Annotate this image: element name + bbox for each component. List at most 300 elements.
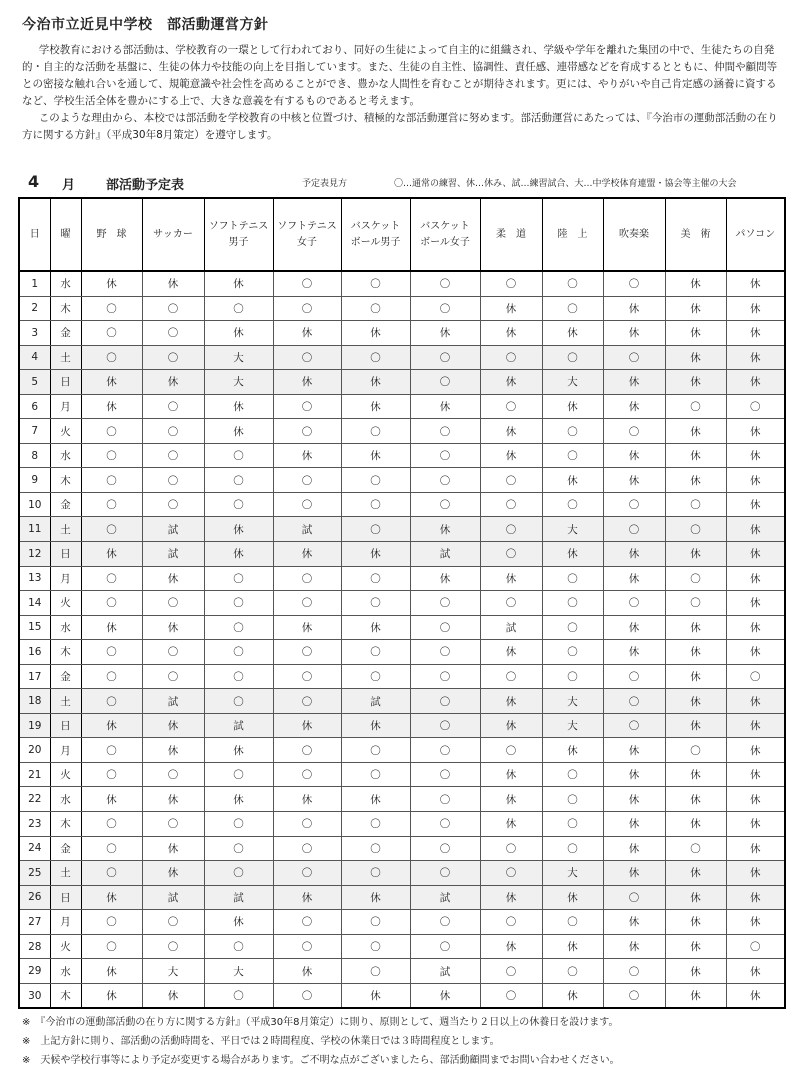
activity-cell: 休 — [726, 321, 785, 346]
activity-cell: 休 — [726, 443, 785, 468]
weekday-cell: 金 — [50, 664, 81, 689]
activity-cell: 試 — [142, 689, 204, 714]
activity-cell: 休 — [726, 296, 785, 321]
activity-cell: 休 — [726, 738, 785, 763]
activity-cell: 休 — [204, 738, 273, 763]
activity-cell: 〇 — [142, 321, 204, 346]
day-cell: 30 — [19, 983, 50, 1008]
column-header: 陸 上 — [542, 198, 603, 271]
weekday-cell: 火 — [50, 934, 81, 959]
activity-cell: 〇 — [542, 910, 603, 935]
activity-cell: 休 — [665, 861, 726, 886]
column-header: 野 球 — [81, 198, 142, 271]
activity-cell: 休 — [726, 345, 785, 370]
table-row — [19, 885, 785, 910]
activity-cell: 〇 — [542, 615, 603, 640]
activity-cell: 休 — [341, 370, 410, 395]
activity-cell: 〇 — [142, 934, 204, 959]
activity-cell: 休 — [665, 542, 726, 567]
legend: 〇…通常の練習、休…休み、試…練習試合、大…中学校体育連盟・協会等主催の大会 — [394, 179, 737, 189]
activity-cell: 休 — [603, 738, 665, 763]
activity-cell: 休 — [726, 812, 785, 837]
activity-cell: 〇 — [726, 934, 785, 959]
activity-cell: 〇 — [204, 861, 273, 886]
intro-paragraph-2: このような理由から、本校では部活動を学校教育の中核と位置づけ、積極的な部活動運営に努めます。部活動運営にあたっては、『今治市の運動部活動の在り方に関する方針』（平成30年8月策定）を遵守します。 — [22, 112, 778, 141]
weekday-cell: 月 — [50, 394, 81, 419]
activity-cell: 休 — [665, 910, 726, 935]
activity-cell: 〇 — [726, 664, 785, 689]
activity-cell: 〇 — [603, 492, 665, 517]
table-header-row — [19, 198, 785, 271]
activity-cell: 休 — [204, 394, 273, 419]
weekday-cell: 木 — [50, 468, 81, 493]
activity-cell: 休 — [410, 394, 480, 419]
activity-cell: 〇 — [480, 517, 542, 542]
activity-cell: 休 — [665, 345, 726, 370]
activity-cell: 〇 — [204, 640, 273, 665]
activity-cell: 休 — [603, 836, 665, 861]
activity-cell: 休 — [341, 713, 410, 738]
activity-cell: 〇 — [603, 591, 665, 616]
activity-cell: 休 — [665, 615, 726, 640]
activity-cell: 休 — [603, 370, 665, 395]
weekday-cell: 火 — [50, 419, 81, 444]
day-cell: 8 — [19, 443, 50, 468]
activity-cell: 休 — [81, 370, 142, 395]
column-header: 吹奏楽 — [603, 198, 665, 271]
activity-cell: 〇 — [410, 689, 480, 714]
activity-cell: 休 — [142, 271, 204, 296]
activity-cell: 〇 — [480, 664, 542, 689]
notes — [22, 1013, 792, 1070]
column-header: パソコン — [726, 198, 785, 271]
activity-cell: 休 — [726, 542, 785, 567]
activity-cell: 休 — [204, 787, 273, 812]
activity-cell: 大 — [542, 370, 603, 395]
activity-cell: 休 — [273, 885, 341, 910]
activity-cell: 休 — [603, 762, 665, 787]
activity-cell: 〇 — [410, 271, 480, 296]
activity-cell: 〇 — [603, 959, 665, 984]
activity-cell: 〇 — [81, 836, 142, 861]
activity-cell: 休 — [142, 861, 204, 886]
weekday-cell: 月 — [50, 910, 81, 935]
activity-cell: 休 — [480, 296, 542, 321]
day-cell: 13 — [19, 566, 50, 591]
activity-cell: 試 — [410, 885, 480, 910]
activity-cell: 〇 — [341, 296, 410, 321]
table-row — [19, 468, 785, 493]
activity-cell: 〇 — [273, 640, 341, 665]
activity-cell: 休 — [542, 885, 603, 910]
activity-cell: 休 — [665, 640, 726, 665]
activity-cell: 〇 — [480, 983, 542, 1008]
activity-cell: 休 — [480, 689, 542, 714]
activity-cell: 〇 — [142, 812, 204, 837]
activity-cell: 休 — [665, 321, 726, 346]
intro-paragraph-1: 学校教育における部活動は、学校教育の一環として行われており、同好の生徒によって自主的に組織され、学級や学年を離れた集団の中で、生徒たちの自発的・自主的な活動を基盤に、生徒の体力や技能の向上を目指しています。また、生徒の自主性、協調性、責任感、連帯感などを育成するとともに、仲間や顧問等との密接な触れ合いを通して、規範意識や社会性を高めることができ、豊かな人間性を育むことが期待されます。更には、やりがいや自己肯定感の涵養に資するなど、学校生活全体を豊かにする上で、大きな意義を有するものであると考えます。 — [22, 44, 778, 107]
activity-cell: 試 — [273, 517, 341, 542]
weekday-cell: 木 — [50, 640, 81, 665]
activity-cell: 大 — [204, 370, 273, 395]
activity-cell: 大 — [542, 713, 603, 738]
activity-cell: 休 — [603, 910, 665, 935]
activity-cell: 休 — [410, 321, 480, 346]
weekday-cell: 金 — [50, 321, 81, 346]
weekday-cell: 水 — [50, 443, 81, 468]
activity-cell: 休 — [726, 983, 785, 1008]
activity-cell: 〇 — [410, 934, 480, 959]
weekday-cell: 木 — [50, 812, 81, 837]
activity-cell: 休 — [665, 468, 726, 493]
activity-cell: 〇 — [142, 640, 204, 665]
activity-cell: 〇 — [204, 591, 273, 616]
activity-cell: 休 — [204, 910, 273, 935]
activity-cell: 休 — [603, 468, 665, 493]
activity-cell: 休 — [341, 983, 410, 1008]
activity-cell: 〇 — [665, 492, 726, 517]
table-row — [19, 370, 785, 395]
weekday-cell: 日 — [50, 713, 81, 738]
activity-cell: 休 — [726, 517, 785, 542]
activity-cell: 休 — [603, 640, 665, 665]
activity-cell: 休 — [81, 271, 142, 296]
activity-cell: 休 — [726, 271, 785, 296]
activity-cell: 休 — [665, 959, 726, 984]
activity-cell: 休 — [273, 959, 341, 984]
weekday-cell: 月 — [50, 738, 81, 763]
column-header: 柔 道 — [480, 198, 542, 271]
activity-cell: 〇 — [410, 345, 480, 370]
activity-cell: 休 — [603, 566, 665, 591]
activity-cell: 休 — [273, 787, 341, 812]
activity-cell: 〇 — [665, 738, 726, 763]
activity-cell: 休 — [81, 615, 142, 640]
activity-cell: 〇 — [142, 419, 204, 444]
day-cell: 25 — [19, 861, 50, 886]
activity-cell: 休 — [665, 983, 726, 1008]
activity-cell: 休 — [726, 370, 785, 395]
activity-cell: 〇 — [665, 394, 726, 419]
table-row — [19, 517, 785, 542]
activity-cell: 〇 — [204, 615, 273, 640]
legend-title: 予定表見方 — [302, 179, 348, 189]
activity-cell: 〇 — [341, 492, 410, 517]
activity-cell: 〇 — [341, 812, 410, 837]
weekday-cell: 水 — [50, 959, 81, 984]
activity-cell: 〇 — [273, 934, 341, 959]
activity-cell: 休 — [542, 738, 603, 763]
table-row — [19, 321, 785, 346]
table-row — [19, 345, 785, 370]
activity-cell: 〇 — [726, 394, 785, 419]
activity-cell: 〇 — [341, 910, 410, 935]
activity-cell: 〇 — [273, 394, 341, 419]
activity-cell: 休 — [726, 762, 785, 787]
day-cell: 5 — [19, 370, 50, 395]
activity-cell: 休 — [204, 271, 273, 296]
activity-cell: 〇 — [142, 664, 204, 689]
table-row — [19, 443, 785, 468]
activity-cell: 〇 — [410, 664, 480, 689]
activity-cell: 〇 — [142, 443, 204, 468]
activity-cell: 休 — [665, 713, 726, 738]
activity-cell: 〇 — [542, 591, 603, 616]
activity-cell: 〇 — [341, 640, 410, 665]
day-cell: 1 — [19, 271, 50, 296]
activity-cell: 〇 — [480, 591, 542, 616]
table-row — [19, 492, 785, 517]
activity-cell: 〇 — [142, 762, 204, 787]
activity-cell: 〇 — [273, 812, 341, 837]
activity-cell: 〇 — [273, 345, 341, 370]
activity-cell: 休 — [665, 885, 726, 910]
activity-cell: 休 — [603, 296, 665, 321]
activity-cell: 〇 — [542, 271, 603, 296]
activity-cell: 休 — [273, 443, 341, 468]
activity-cell: 試 — [410, 542, 480, 567]
activity-cell: 休 — [204, 517, 273, 542]
activity-cell: 休 — [542, 321, 603, 346]
activity-cell: 大 — [542, 689, 603, 714]
activity-cell: 〇 — [81, 934, 142, 959]
activity-cell: 〇 — [81, 689, 142, 714]
table-row — [19, 812, 785, 837]
activity-cell: 〇 — [204, 836, 273, 861]
activity-cell: 試 — [142, 542, 204, 567]
activity-cell: 〇 — [410, 443, 480, 468]
table-row — [19, 787, 785, 812]
activity-cell: 〇 — [410, 492, 480, 517]
table-row — [19, 640, 785, 665]
activity-cell: 休 — [341, 321, 410, 346]
activity-cell: 休 — [603, 787, 665, 812]
activity-cell: 〇 — [542, 959, 603, 984]
table-row — [19, 910, 785, 935]
day-cell: 14 — [19, 591, 50, 616]
activity-cell: 〇 — [204, 492, 273, 517]
activity-cell: 休 — [542, 468, 603, 493]
weekday-cell: 木 — [50, 983, 81, 1008]
activity-cell: 〇 — [273, 861, 341, 886]
activity-cell: 休 — [665, 762, 726, 787]
activity-cell: 〇 — [204, 983, 273, 1008]
activity-cell: 〇 — [273, 983, 341, 1008]
activity-cell: 〇 — [410, 738, 480, 763]
activity-cell: 〇 — [204, 566, 273, 591]
activity-cell: 休 — [273, 713, 341, 738]
activity-cell: 休 — [726, 910, 785, 935]
day-cell: 22 — [19, 787, 50, 812]
activity-cell: 〇 — [480, 861, 542, 886]
activity-cell: 休 — [480, 321, 542, 346]
day-cell: 4 — [19, 345, 50, 370]
activity-cell: 〇 — [480, 492, 542, 517]
activity-cell: 休 — [603, 615, 665, 640]
activity-cell: 休 — [273, 370, 341, 395]
activity-cell: 〇 — [273, 910, 341, 935]
activity-cell: 〇 — [81, 566, 142, 591]
weekday-cell: 土 — [50, 517, 81, 542]
activity-cell: 〇 — [81, 492, 142, 517]
schedule-heading: 部活動予定表 — [106, 178, 185, 193]
activity-cell: 〇 — [542, 640, 603, 665]
activity-cell: 休 — [726, 419, 785, 444]
day-cell: 2 — [19, 296, 50, 321]
column-header: バスケット ボール男子 — [341, 198, 410, 271]
activity-cell: 〇 — [81, 762, 142, 787]
activity-cell: 休 — [480, 885, 542, 910]
activity-cell: 休 — [480, 762, 542, 787]
activity-cell: 休 — [142, 713, 204, 738]
activity-cell: 休 — [726, 689, 785, 714]
activity-cell: 休 — [726, 787, 785, 812]
activity-cell: 〇 — [665, 517, 726, 542]
day-cell: 3 — [19, 321, 50, 346]
activity-cell: 休 — [81, 787, 142, 812]
activity-cell: 休 — [273, 542, 341, 567]
activity-cell: 休 — [726, 885, 785, 910]
schedule-table — [18, 197, 786, 1009]
activity-cell: 〇 — [341, 271, 410, 296]
intro-text — [22, 42, 782, 144]
activity-cell: 休 — [726, 591, 785, 616]
activity-cell: 〇 — [273, 591, 341, 616]
day-cell: 23 — [19, 812, 50, 837]
table-row — [19, 836, 785, 861]
activity-cell: 〇 — [204, 296, 273, 321]
weekday-cell: 金 — [50, 836, 81, 861]
activity-cell: 〇 — [81, 591, 142, 616]
activity-cell: 休 — [665, 812, 726, 837]
activity-cell: 休 — [542, 394, 603, 419]
activity-cell: 〇 — [273, 492, 341, 517]
day-cell: 29 — [19, 959, 50, 984]
weekday-cell: 月 — [50, 566, 81, 591]
activity-cell: 〇 — [142, 468, 204, 493]
weekday-cell: 日 — [50, 885, 81, 910]
activity-cell: 〇 — [603, 713, 665, 738]
activity-cell: 大 — [204, 345, 273, 370]
activity-cell: 休 — [665, 370, 726, 395]
day-cell: 21 — [19, 762, 50, 787]
activity-cell: 休 — [142, 615, 204, 640]
activity-cell: 休 — [273, 615, 341, 640]
day-cell: 20 — [19, 738, 50, 763]
table-row — [19, 959, 785, 984]
activity-cell: 〇 — [410, 861, 480, 886]
activity-cell: 休 — [204, 321, 273, 346]
activity-cell: 休 — [665, 787, 726, 812]
activity-cell: 休 — [480, 812, 542, 837]
day-cell: 24 — [19, 836, 50, 861]
activity-cell: 休 — [726, 468, 785, 493]
activity-cell: 〇 — [410, 468, 480, 493]
activity-cell: 休 — [81, 713, 142, 738]
activity-cell: 休 — [81, 959, 142, 984]
table-body — [19, 271, 785, 1008]
table-row — [19, 689, 785, 714]
activity-cell: 〇 — [81, 296, 142, 321]
activity-cell: 〇 — [480, 542, 542, 567]
activity-cell: 〇 — [542, 664, 603, 689]
day-cell: 19 — [19, 713, 50, 738]
activity-cell: 休 — [480, 640, 542, 665]
day-cell: 11 — [19, 517, 50, 542]
activity-cell: 〇 — [273, 296, 341, 321]
activity-cell: 休 — [142, 370, 204, 395]
activity-cell: 〇 — [542, 762, 603, 787]
column-header: 日 — [19, 198, 50, 271]
column-header: ソフトテニス 男子 — [204, 198, 273, 271]
table-row — [19, 419, 785, 444]
activity-cell: 大 — [542, 517, 603, 542]
activity-cell: 休 — [603, 443, 665, 468]
weekday-cell: 火 — [50, 762, 81, 787]
activity-cell: 休 — [341, 885, 410, 910]
activity-cell: 〇 — [204, 689, 273, 714]
activity-cell: 〇 — [603, 885, 665, 910]
activity-cell: 〇 — [81, 664, 142, 689]
activity-cell: 休 — [480, 787, 542, 812]
activity-cell: 〇 — [542, 419, 603, 444]
month-number: 4 — [28, 172, 40, 191]
activity-cell: 〇 — [204, 443, 273, 468]
activity-cell: 〇 — [273, 419, 341, 444]
activity-cell: 〇 — [542, 812, 603, 837]
activity-cell: 休 — [480, 934, 542, 959]
activity-cell: 休 — [603, 394, 665, 419]
activity-cell: 〇 — [542, 836, 603, 861]
activity-cell: 〇 — [410, 419, 480, 444]
activity-cell: 〇 — [204, 812, 273, 837]
activity-cell: 〇 — [603, 271, 665, 296]
table-row — [19, 394, 785, 419]
activity-cell: 〇 — [142, 296, 204, 321]
weekday-cell: 木 — [50, 296, 81, 321]
activity-cell: 休 — [142, 983, 204, 1008]
table-row — [19, 713, 785, 738]
table-row — [19, 934, 785, 959]
activity-cell: 〇 — [410, 713, 480, 738]
activity-cell: 休 — [480, 566, 542, 591]
activity-cell: 〇 — [410, 787, 480, 812]
activity-cell: 休 — [542, 542, 603, 567]
activity-cell: 〇 — [410, 836, 480, 861]
activity-cell: 休 — [480, 370, 542, 395]
activity-cell: 大 — [542, 861, 603, 886]
day-cell: 26 — [19, 885, 50, 910]
table-row — [19, 566, 785, 591]
activity-cell: 休 — [204, 542, 273, 567]
activity-cell: 〇 — [480, 345, 542, 370]
table-row — [19, 542, 785, 567]
activity-cell: 試 — [142, 885, 204, 910]
activity-cell: 〇 — [273, 566, 341, 591]
activity-cell: 〇 — [204, 468, 273, 493]
activity-cell: 〇 — [410, 370, 480, 395]
activity-cell: 休 — [665, 419, 726, 444]
table-row — [19, 664, 785, 689]
activity-cell: 休 — [603, 861, 665, 886]
activity-cell: 〇 — [204, 762, 273, 787]
activity-cell: 休 — [726, 713, 785, 738]
activity-cell: 休 — [726, 492, 785, 517]
table-row — [19, 615, 785, 640]
activity-cell: 〇 — [341, 664, 410, 689]
activity-cell: 〇 — [665, 591, 726, 616]
activity-cell: 〇 — [81, 861, 142, 886]
